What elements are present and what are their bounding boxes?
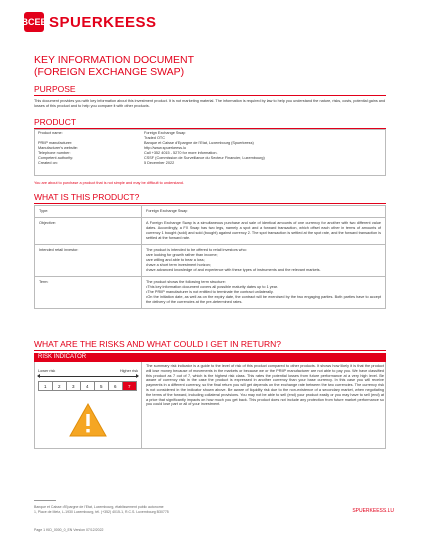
- term-intro: The product shows the following term structure:: [146, 280, 226, 284]
- purpose-divider: [34, 95, 386, 96]
- product-description-table: [34, 205, 386, 309]
- product-detail-label: Telephone number:: [38, 151, 71, 155]
- what-divider: [34, 203, 386, 204]
- investor-item: •are willing and able to bear a loss;: [146, 258, 205, 262]
- investor-item: •are looking for growth rather than income;: [146, 253, 218, 257]
- risk-scale: [38, 381, 136, 391]
- product-detail-value: Call +352 4015 - 5270 for more information.: [144, 151, 218, 155]
- risks-heading: WHAT ARE THE RISKS AND WHAT COULD I GET IN RETURN?: [34, 339, 282, 349]
- risk-arrow: [38, 376, 138, 377]
- higher-risk-label: Higher risk: [119, 369, 138, 373]
- type-label: Type:: [35, 206, 142, 218]
- brand-logo: [21, 12, 157, 32]
- what-heading: WHAT IS THIS PRODUCT?: [34, 192, 140, 202]
- product-heading: PRODUCT: [34, 117, 77, 127]
- footer-address-line-2: 1, Place de Metz, L-1930 Luxembourg, tél. (+352) 4015-1, R.C.S. Luxembourg B30775: [34, 510, 169, 514]
- risk-explanation: The summary risk indicator is a guide to the level of risk of this product compared to other products. It shows how likely it is that the product will lose money because of movements in the markets or because we or the PRIIP manufacturer are not able to pay you. We have classified this product as 7 out of 7, which is the highest risk class. This rates the potential losses from future performance at a very high level. Be aware of currency risk in the case the product is expressed in another currency than your base currency. In this case you will receive payments in a different currency, so the final return you will get depends on the exchange rate between the two currencies. The currency risk is not considered in the indicator shown above. Be aware of liquidity risk due to the non-existence of a secondary market, when negotiating the terms of the forward, including collateral provisions. You may not be able to sell (end) your product easily or you may have to sell (end) at a price that significantly impacts on how much you get back. This product does not include any protection from future market performance so you could lose part or all of your investment.: [146, 364, 384, 407]
- product-detail-value: 5 December 2022: [144, 161, 175, 165]
- investor-row: [35, 245, 386, 277]
- investor-intro: The product is intended to be offered to retail investors who:: [146, 248, 247, 252]
- objective-label: Objective:: [35, 218, 142, 245]
- objective-row: [35, 218, 386, 245]
- risk-indicator-panel: [34, 362, 386, 449]
- product-detail-label: Created on:: [38, 161, 58, 165]
- purpose-heading: PURPOSE: [34, 84, 76, 94]
- risk-level-1: 1: [38, 381, 53, 391]
- risks-divider: [34, 350, 386, 351]
- footer-divider: [34, 500, 56, 501]
- type-row: [35, 206, 386, 218]
- purpose-text: This document provides you with key information about this investment product. It is not marketing material. The information is required by law to help you understand the nature, risks, costs, potential gains and losses of this product and to help you compare it with other products.: [34, 99, 386, 108]
- brand-name: SPUERKEESS: [49, 13, 157, 31]
- risk-level-4: 4: [80, 381, 95, 391]
- risk-scale-panel: [35, 362, 142, 449]
- product-detail-value: Traded OTC: [144, 136, 165, 140]
- risk-level-6: 6: [108, 381, 123, 391]
- footer-address: [34, 505, 169, 515]
- risk-indicator-bar: RISK INDICATOR: [34, 353, 386, 362]
- product-detail-label: Competent authority:: [38, 156, 74, 160]
- product-detail-value: CSSF (Commission de Surveillance du Secteur Financier, Luxembourg): [144, 156, 265, 160]
- risk-level-7: 7: [122, 381, 137, 391]
- product-detail-label: Product name:: [38, 131, 63, 135]
- title-line-1: KEY INFORMATION DOCUMENT: [34, 54, 195, 66]
- product-detail-row: [38, 161, 386, 166]
- title-line-2: (FOREIGN EXCHANGE SWAP): [34, 66, 185, 78]
- investor-label: Intended retail investor:: [35, 245, 142, 277]
- term-item: •This key information document covers all possible maturity dates up to 1 year.: [146, 285, 278, 289]
- product-detail-label: PRIIP manufacturer:: [38, 141, 73, 145]
- investor-value: [142, 245, 386, 277]
- footer-page-info: Page 1 KID_0000_0_EN Version 07/12/2022: [34, 528, 104, 532]
- term-value: [142, 277, 386, 309]
- risk-level-5: 5: [94, 381, 109, 391]
- investor-item: •have advanced knowledge of and experience with these types of instruments and the relevant markets.: [146, 268, 321, 272]
- brand-mark-icon: BCEE: [24, 12, 44, 32]
- objective-value: A Foreign Exchange Swap is a simultaneous purchase and sale of identical amounts of one currency for another with two different value dates. Accordingly, a FX Swap has two legs, namely a spot and a forward transaction, which offset each other in terms of amounts of currency 1 bought (sold) and sold (bought) against currency 2. The spot transaction is settled at the spot rate, and the forward transaction is settled at the forward rate.: [142, 218, 386, 245]
- investor-item: •have a short term investment horizon;: [146, 263, 211, 267]
- risk-level-3: 3: [66, 381, 81, 391]
- type-value: Foreign Exchange Swap: [142, 206, 386, 218]
- lower-risk-label: Lower risk: [38, 369, 56, 373]
- product-detail-label: Manufacturer's website:: [38, 146, 78, 150]
- warning-triangle-icon: [68, 402, 108, 438]
- term-item: •The PRIIP manufacturer is not entitled to terminate the contract unilaterally.: [146, 290, 274, 294]
- product-detail-value: Foreign Exchange Swap: [144, 131, 186, 135]
- footer-website-link[interactable]: SPUERKEESS.LU: [352, 508, 394, 514]
- product-details: [34, 131, 386, 166]
- term-row: [35, 277, 386, 309]
- term-item: •On the initiation date, as well as on the expiry date, the contract will be exercised by the two engaging parties. Both parties have to accept the delivery of the currencies at the pre-determined rates.: [146, 295, 381, 304]
- product-detail-value: http://www.spuerkeess.lu: [144, 146, 186, 150]
- term-label: Term:: [35, 277, 142, 309]
- risk-level-2: 2: [52, 381, 67, 391]
- page-title: [34, 54, 194, 78]
- product-detail-value: Banque et Caisse d'Epargne de l'Etat, Luxembourg (Spuerkeess): [144, 141, 254, 145]
- footer-address-line-1: Banque et Caisse d'Epargne de l'Etat, Luxembourg, établissement public autonome: [34, 505, 164, 509]
- complexity-alert: You are about to purchase a product that is not simple and may be difficult to understand.: [34, 181, 184, 185]
